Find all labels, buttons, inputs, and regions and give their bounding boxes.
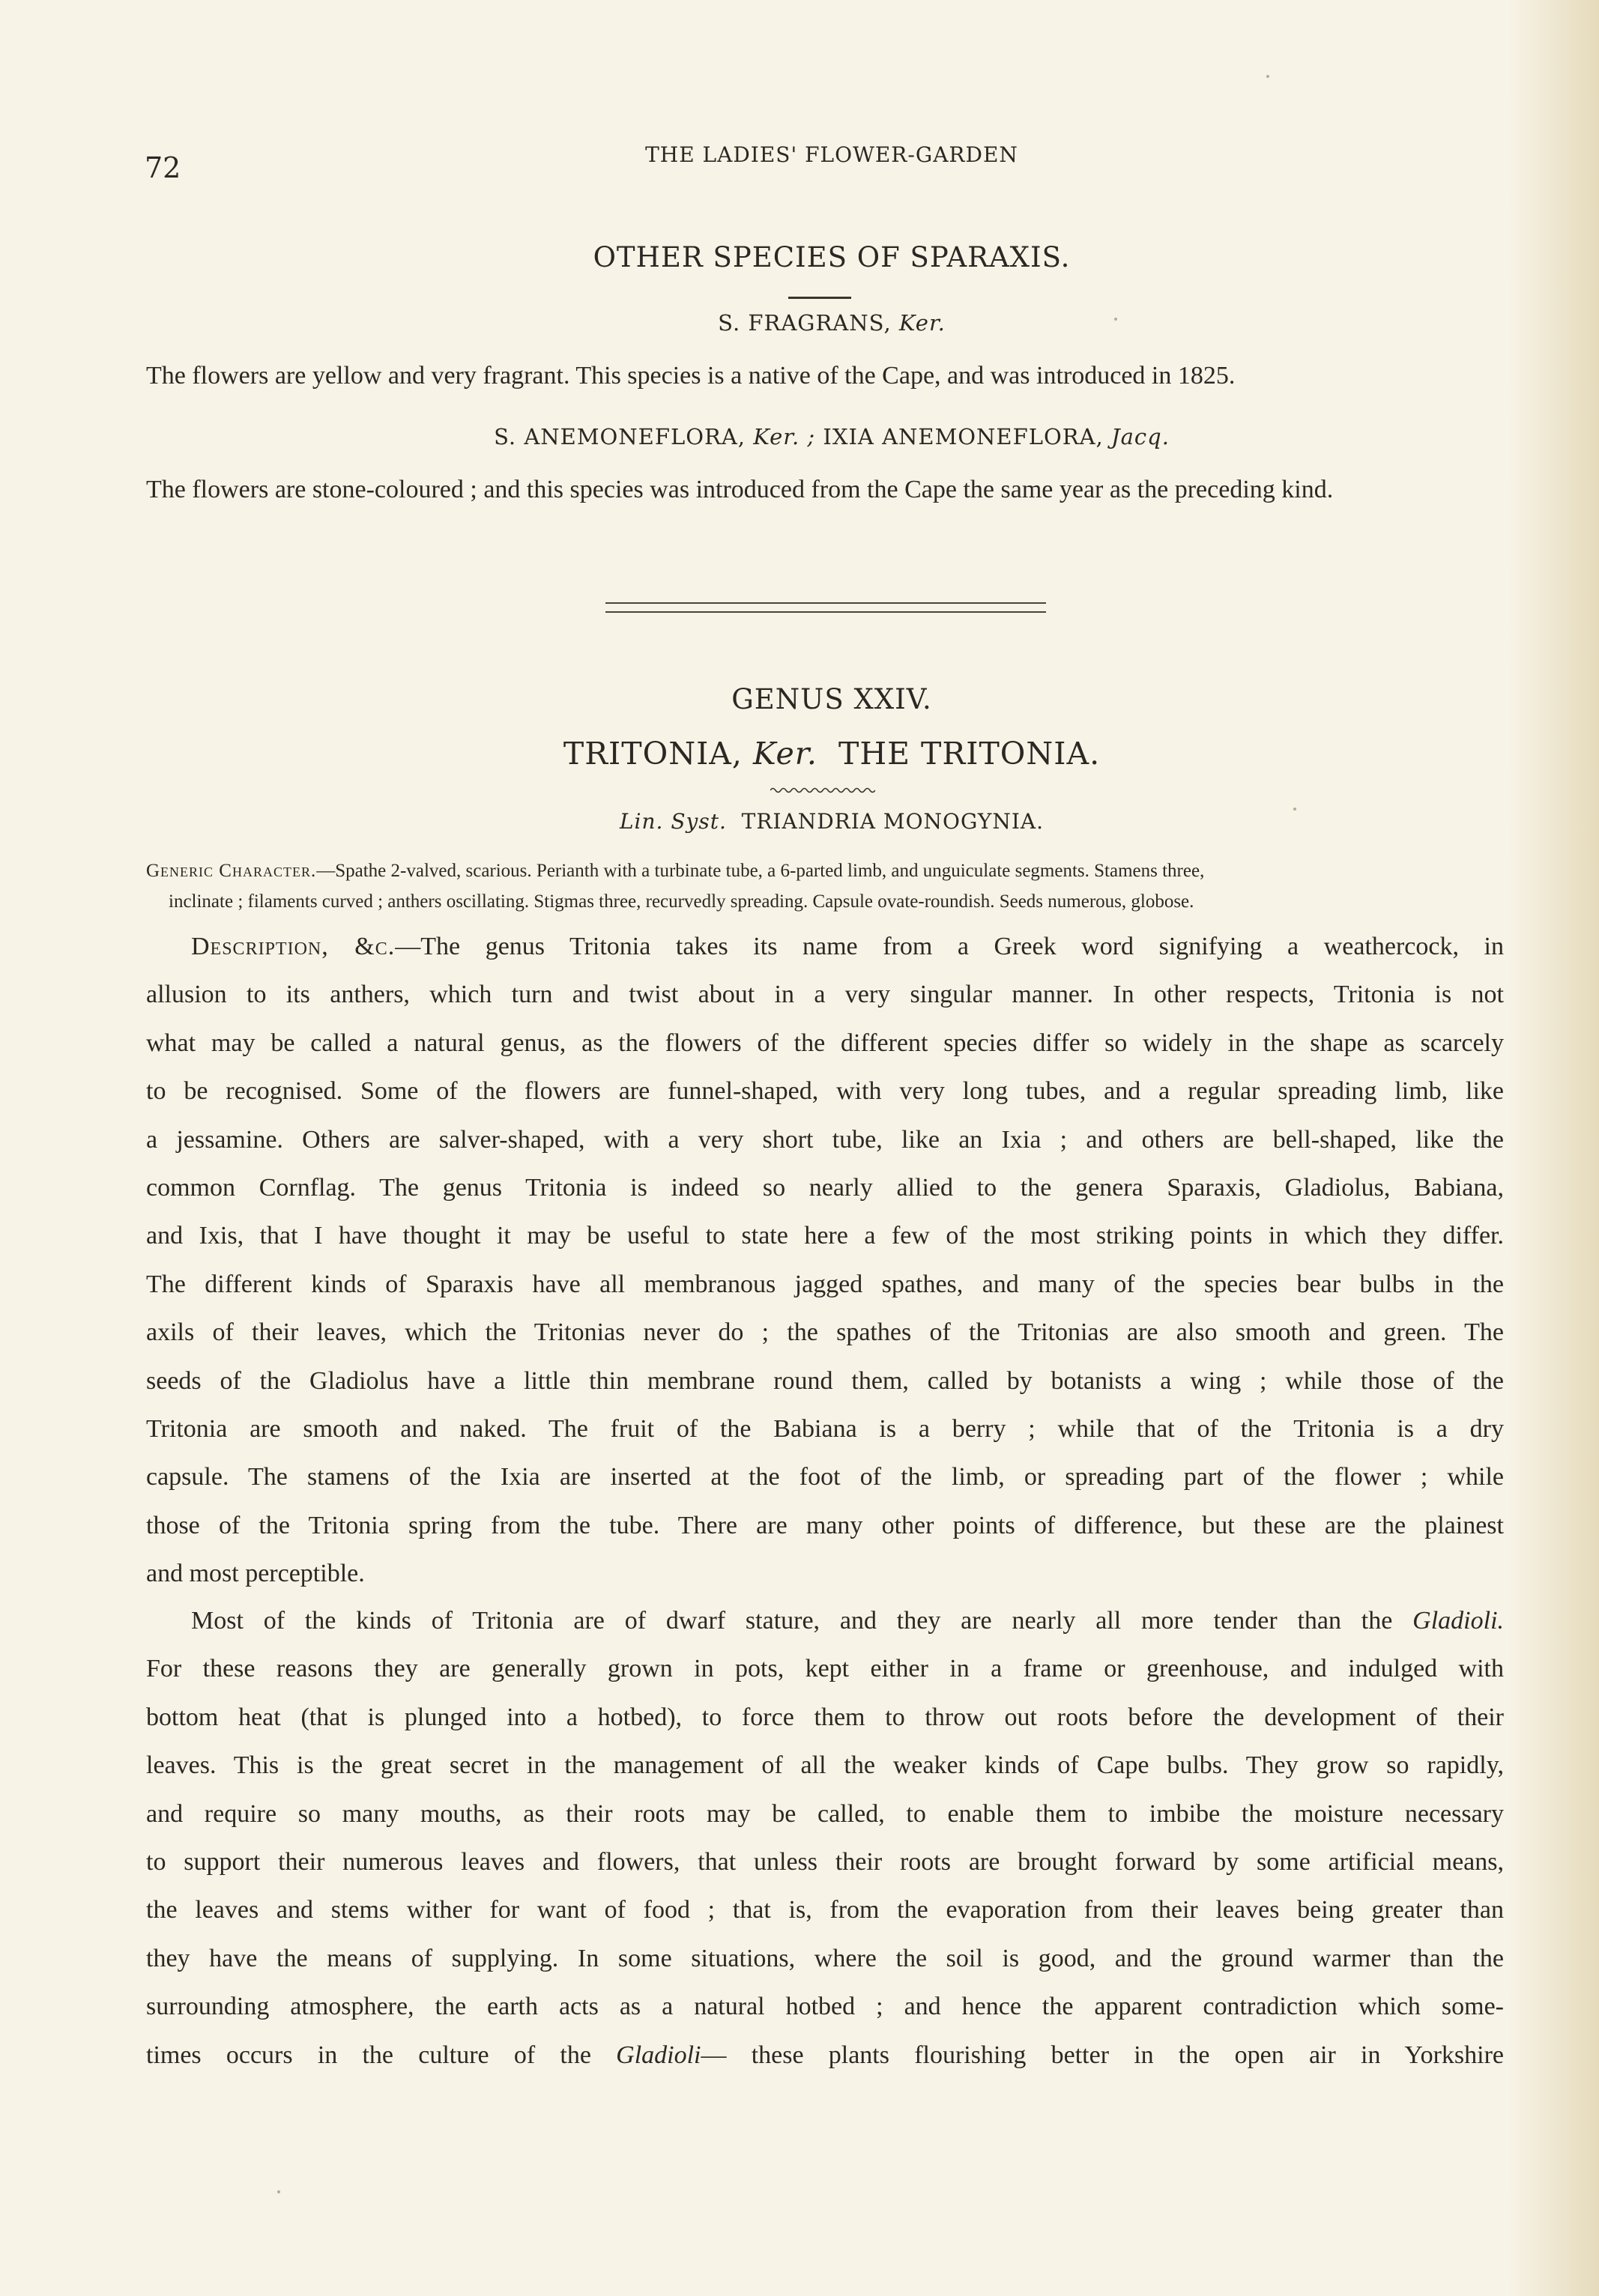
text-line: to support their numerous leaves and flowers, that unless their roots are brought forward by some artificial means,: [146, 1848, 1504, 1877]
paper-speck: [1114, 318, 1117, 321]
generic-character-line: —Spathe 2-valved, scarious. Perianth with a turbinate tube, a 6-parted limb, and unguiculate segments. Stamens three,: [316, 861, 1205, 881]
description-paragraph: [146, 923, 1504, 1599]
species-synonym: IXIA ANEMONEFLORA,: [823, 424, 1104, 449]
genus-title: [0, 736, 1599, 772]
text-line: they have the means of supplying. In some situations, where the soil is good, and the ground warmer than the: [146, 1944, 1504, 1972]
generic-character-line: inclinate ; filaments curved ; anthers oscillating. Stigmas three, recurvedly spreading. Capsule ovate-roundish. Seeds numerous, globose.: [169, 891, 1194, 912]
text-line: bottom heat (that is plunged into a hotbed), to force them to throw out roots before the development of their: [146, 1703, 1504, 1731]
species-authority: Ker.: [898, 310, 946, 336]
text-line: and require so many mouths, as their roots may be called, to enable them to imbibe the moisture necessary: [146, 1799, 1504, 1828]
paper-speck: [277, 2190, 280, 2193]
text-line: Tritonia are smooth and naked. The fruit of the Babiana is a berry ; while that of the Tritonia is a dry: [146, 1415, 1504, 1444]
species-name: S. FRAGRANS,: [718, 310, 892, 336]
text-line: For these reasons they are generally grown in pots, kept either in a frame or greenhouse, and indulged with: [146, 1655, 1504, 1683]
text-line: what may be called a natural genus, as the flowers of the different species differ so widely in the shape as scarcely: [146, 1029, 1504, 1057]
text-line: to be recognised. Some of the flowers are funnel-shaped, with very long tubes, and a regular spreading limb, like: [146, 1077, 1504, 1106]
text-line: The different kinds of Sparaxis have all membranous jagged spathes, and many of the species bear bulbs in the: [146, 1270, 1504, 1298]
text-line: common Cornflag. The genus Tritonia is indeed so nearly allied to the genera Sparaxis, Gladiolus, Babiana,: [146, 1174, 1504, 1202]
text-line: Most of the kinds of Tritonia are of dwarf stature, and they are nearly all more tender than the Gladioli.: [191, 1607, 1505, 1635]
text-line: allusion to its anthers, which turn and twist about in a very singular manner. In other respects, Tritonia is not: [146, 981, 1504, 1009]
linnaean-label: Lin. Syst.: [619, 809, 727, 834]
section-title: OTHER SPECIES OF SPARAXIS.: [593, 241, 1071, 273]
text-line: leaves. This is the great secret in the management of all the weaker kinds of Cape bulbs. They grow so rapidly,: [146, 1751, 1504, 1780]
text-line: capsule. The stamens of the Ixia are inserted at the foot of the limb, or spreading part of the flower ; while: [146, 1463, 1504, 1491]
title-rule: [788, 297, 851, 299]
text-line: those of the Tritonia spring from the tube. There are many other points of difference, but these are the plainest: [146, 1511, 1504, 1539]
text-line: the leaves and stems wither for want of food ; that is, from the evaporation from their leaves being greater than: [146, 1896, 1504, 1924]
page-number: 72: [145, 151, 181, 184]
culture-paragraph: [146, 1597, 1504, 2080]
text-line: times occurs in the culture of the Gladioli— these plants flourishing better in the open air in Yorkshire: [146, 2041, 1504, 2069]
species-heading-anemoneflora: [0, 424, 1599, 449]
species-name: S. ANEMONEFLORA,: [494, 424, 746, 449]
generic-character-label: Generic Character.: [146, 861, 317, 881]
text-line: seeds of the Gladiolus have a little thin membrane round them, called by botanists a wing ; while those of the: [146, 1366, 1504, 1395]
paper-speck: [1266, 75, 1269, 78]
italic-term: Gladioli.: [1412, 1607, 1505, 1635]
italic-term: Gladioli: [616, 2041, 701, 2069]
linnaean-class: TRIANDRIA MONOGYNIA.: [741, 809, 1045, 834]
ornamental-wavy-rule: [770, 787, 875, 794]
linnaean-classification: [0, 809, 1599, 834]
text-line: Description, &c.—The genus Tritonia takes its name from a Greek word signifying a weathercock, in: [191, 933, 1505, 960]
page-edge-shadow: [1509, 0, 1599, 2296]
text-line: a jessamine. Others are salver-shaped, with a very short tube, like an Ixia ; and others are bell-shaped, like the: [146, 1125, 1504, 1154]
species-heading-fragrans: [0, 310, 1599, 336]
text-line: axils of their leaves, which the Tritonias never do ; the spathes of the Tritonias are also smooth and green. The: [146, 1318, 1504, 1347]
genus-name: TRITONIA,: [563, 736, 743, 772]
species-authority: Ker. ;: [753, 424, 816, 449]
species-text-fragrans: The flowers are yellow and very fragrant. This species is a native of the Cape, and was introduced in 1825.: [146, 362, 1236, 390]
text-line: surrounding atmosphere, the earth acts as a natural hotbed ; and hence the apparent contradiction which some-: [146, 1993, 1504, 2021]
section-divider: [605, 602, 1046, 613]
species-text-anemoneflora: The flowers are stone-coloured ; and this species was introduced from the Cape the same year as the preceding kind.: [146, 476, 1334, 503]
text-line: and Ixis, that I have thought it may be useful to state here a few of the most striking points in which they differ.: [146, 1222, 1504, 1250]
text-line: and most perceptible.: [146, 1560, 365, 1588]
genus-number: GENUS XXIV.: [731, 683, 932, 715]
generic-character: [146, 855, 1504, 917]
genus-authority: Ker.: [752, 736, 817, 772]
genus-common-name: THE TRITONIA.: [838, 736, 1101, 772]
running-title: THE LADIES' FLOWER-GARDEN: [645, 142, 1018, 167]
paper-speck: [1293, 808, 1296, 811]
description-label: Description, &c.: [191, 933, 396, 960]
synonym-authority: Jacq.: [1110, 424, 1170, 449]
